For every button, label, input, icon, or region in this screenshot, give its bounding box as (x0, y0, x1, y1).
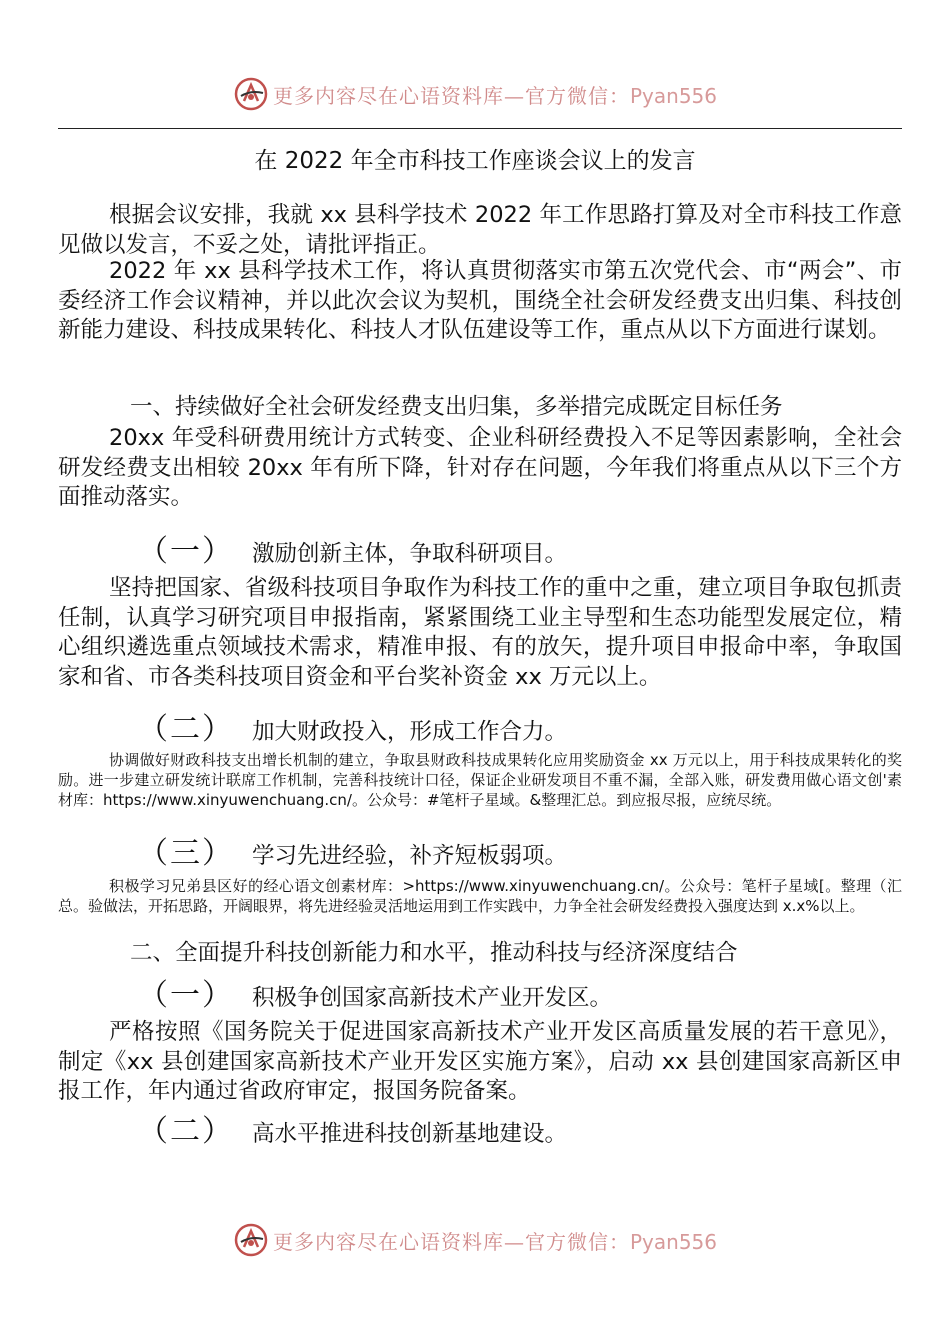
section-1-sub-1-body: 坚持把国家、省级科技项目争取作为科技工作的重中之重，建立项目争取包抓责任制，认真学习研究项目申报指南，紧紧围绕工业主导型和生态功能型发展定位，精心组织遴选重点领域技术需求，精准申报、有的放矢，提升项目申报命中率，争取国家和省、市各类科技项目资金和平台奖补资金 xx 万元以上。 (58, 575, 902, 690)
logo-icon (233, 76, 269, 112)
section-1-sub-1-heading (138, 534, 898, 572)
section-1-heading: 一、持续做好全社会研发经费支出归集，多举措完成既定目标任务 (130, 394, 783, 420)
section-2-sub-1-heading (138, 978, 898, 1016)
section-1-sub-2-body: 协调做好财政科技支出增长机制的建立，争取县财政科技成果转化应用奖励资金 xx 万元以上，用于科技成果转化的奖励。进一步建立研发统计联席工作机制，完善科技统计口径，保证企业研发项目不重不漏，全部入账，研发费用做心语文创'素材库：https://www.xinyuwenchuang.cn/。公众号：#笔杆子星域。&整理汇总。到应报尽报，应统尽统。 (58, 751, 902, 809)
logo-icon (233, 1222, 269, 1258)
section-1-sub-3-heading (138, 836, 898, 874)
section-1-sub-2-title: 加大财政投入，形成工作合力。 (252, 719, 568, 745)
header-banner (0, 74, 950, 114)
section-1-body: 20xx 年受科研费用统计方式转变、企业科研经费投入不足等因素影响，全社会研发经费支出相较 20xx 年有所下降，针对存在问题，今年我们将重点从以下三个方面推动落实。 (58, 425, 902, 510)
section-1-sub-3-body: 积极学习兄弟县区好的经心语文创素材库：>https://www.xinyuwenchuang.cn/。公众号：笔杆子星域[。整理（汇总。验做法，开拓思路，开阔眼界，将先进经验灵活地运用到工作实践中，力争全社会研发经费投入强度达到 x.x%以上。 (58, 877, 902, 915)
banner-text: 更多内容尽在心语资料库—官方微信：Pyan556 (272, 83, 717, 108)
footer-banner (0, 1220, 950, 1260)
intro-paragraph-2: 2022 年 xx 县科学技术工作，将认真贯彻落实市第五次党代会、市“两会”、市委经济工作会议精神，并以此次会议为契机，围绕全社会研发经费支出归集、科技创新能力建设、科技成果转化、科技人才队伍建设等工作，重点从以下方面进行谋划。 (58, 258, 902, 343)
section-2-sub-2-title: 高水平推进科技创新基地建设。 (252, 1121, 568, 1147)
section-2-sub-2-number: （二） (138, 1114, 234, 1149)
section-1-sub-2-number: （二） (138, 712, 234, 747)
document-title: 在 2022 年全市科技工作座谈会议上的发言 (254, 148, 696, 174)
section-2-sub-1-title: 积极争创国家高新技术产业开发区。 (252, 985, 613, 1011)
section-1-sub-2-heading (138, 712, 898, 750)
section-2-sub-2-heading (138, 1114, 898, 1152)
section-2-sub-1-body: 严格按照《国务院关于促进国家高新技术产业开发区高质量发展的若干意见》，制定《xx 县创建国家高新技术产业开发区实施方案》，启动 xx 县创建国家高新区申报工作，年内通过省政府审定，报国务院备案。 (58, 1019, 902, 1104)
section-1-sub-1-title: 激励创新主体，争取科研项目。 (252, 541, 568, 567)
section-2-sub-1-number: （一） (138, 978, 234, 1013)
section-1-sub-1-number: （一） (138, 534, 234, 569)
intro-paragraph-1: 根据会议安排，我就 xx 县科学技术 2022 年工作思路打算及对全市科技工作意见做以发言，不妥之处，请批评指正。 (58, 202, 902, 258)
section-1-sub-3-number: （三） (138, 836, 234, 871)
header-divider (58, 128, 902, 129)
banner-text: 更多内容尽在心语资料库—官方微信：Pyan556 (272, 1229, 717, 1254)
section-1-sub-3-title: 学习先进经验，补齐短板弱项。 (252, 843, 568, 869)
section-2-heading: 二、全面提升科技创新能力和水平，推动科技与经济深度结合 (130, 940, 738, 966)
